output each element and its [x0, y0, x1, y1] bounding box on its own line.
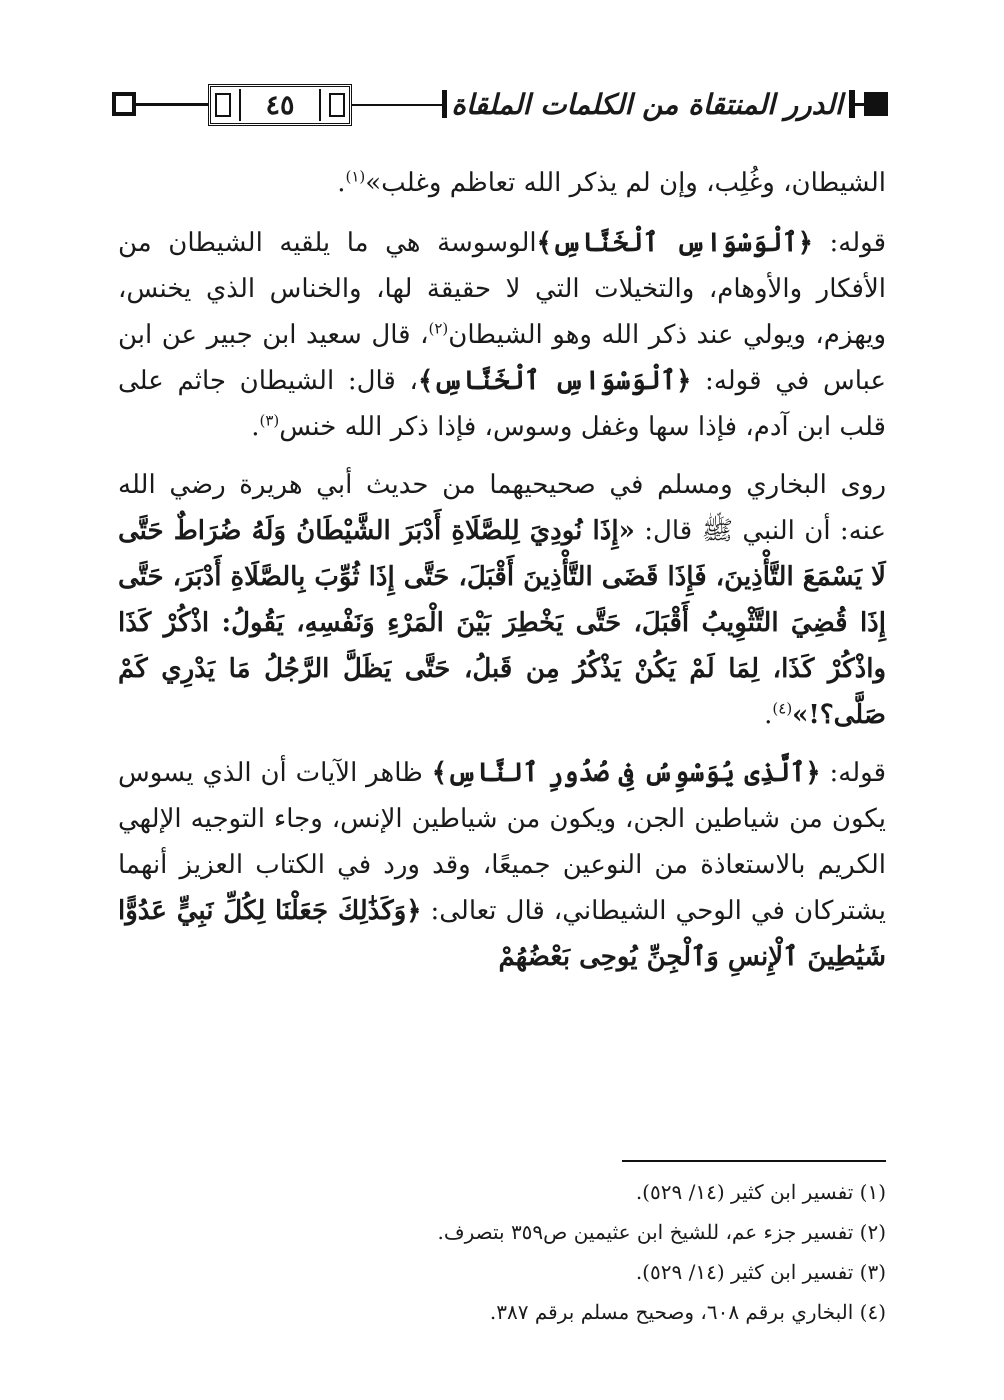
hadith-quote: «إِذَا نُودِيَ لِلصَّلَاةِ أَدْبَرَ الشَّيْطَانُ وَلَهُ ضُرَاطٌ حَتَّى لَا يَسْمَعَ التَّأْذِينَ، فَإِذَا قَضَى التَّأْذِينَ أَقْبَلَ، حَتَّى إِذَا ثُوِّبَ بِالصَّلَاةِ أَدْبَرَ، حَتَّى إِذَا قُضِيَ التَّثْوِيبُ أَقْبَلَ، حَتَّى يَخْطِرَ بَيْنَ الْمَرْءِ وَنَفْسِهِ، يَقُولُ: اذْكُرْ كَذَا واذْكُرْ كَذَا، لِمَا لَمْ يَكُنْ يَذْكُرُ مِن قَبلُ، حَتَّى يَظَلَّ الرَّجُلُ مَا يَدْرِي كَمْ صَلَّى؟!»	[118, 516, 886, 730]
footnote-separator	[622, 1160, 886, 1162]
p2-text-2: ، قال سعيد ابن جبير عن ابن عباس في قوله:	[118, 320, 886, 396]
header-rule-left	[136, 103, 208, 106]
paragraph-2	[118, 220, 886, 450]
p3-lead: روى البخاري ومسلم في صحيحيهما من حديث أبي هريرة رضي الله عنه: أن النبي ﷺ قال:	[118, 470, 886, 546]
paragraph-1	[118, 160, 886, 206]
header-open-square-ornament	[112, 92, 136, 116]
footnote-1: (١) تفسير ابن كثير (١٤/ ٥٢٩).	[635, 1180, 886, 1204]
footnote-4: (٤) البخاري برقم ٦٠٨، وصحيح مسلم برقم ٣٨٧.	[489, 1300, 886, 1324]
footnote-3: (٣) تفسير ابن كثير (١٤/ ٥٢٩).	[635, 1260, 886, 1284]
footnotes	[118, 1172, 886, 1332]
p4-lead: قوله:	[820, 758, 887, 788]
quran-quote-3: ﴿ٱلَّذِى يُوَسْوِسُ فِى صُدُورِ ٱلنَّاسِ﴾	[431, 758, 821, 788]
p2-text-3: ، قال: الشيطان جاثم على قلب ابن آدم، فإذا سها وغفل وسوس، فإذا ذكر الله خنس	[118, 366, 886, 442]
page-header	[112, 80, 887, 132]
quran-quote-4: ﴿وَكَذَٰلِكَ جَعَلْنَا لِكُلِّ نَبِيٍّ عَدُوًّا شَيَٰطِينَ ٱلْإِنسِ وَٱلْجِنِّ يُوحِى بَعْضُهُمْ	[118, 896, 886, 972]
footnote-ref-1: (١)	[345, 167, 366, 186]
page-body	[118, 160, 886, 992]
footnote-ref-3: (٣)	[259, 411, 280, 430]
quran-quote-1: ﴿ٱلْوَسْوَاسِ ٱلْخَنَّاسِ﴾	[536, 228, 813, 258]
header-rule-middle	[352, 104, 442, 106]
page-number-frame	[208, 84, 352, 126]
p2-end: .	[251, 412, 260, 442]
paragraph-3	[118, 462, 886, 738]
p2-lead: قوله:	[812, 228, 886, 258]
p4-text: ظاهر الآيات أن الذي يسوس يكون من شياطين الجن، ويكون من شياطين الإنس، وجاء التوجيه الإلهي الكريم بالاستعاذة من النوعين جميعًا، وقد ورد في الكتاب العزيز أنهما يشتركان في الوحي الشيطاني، قال تعالى:	[118, 758, 886, 926]
p2-text-1: الوسوسة هي ما يلقيه الشيطان من الأفكار والأوهام، والتخيلات التي لا حقيقة لها، والخناس الذي يخنس، ويهزم، ويولي عند ذكر الله وهو الشيطان	[118, 228, 886, 350]
page-number: ٤٥	[239, 89, 321, 121]
book-title: الدرر المنتقاة من الكلمات الملقاة	[447, 82, 847, 128]
p3-end: .	[764, 700, 773, 730]
p1-text: الشيطان، وغُلِب، وإن لم يذكر الله تعاظم وغلب»	[365, 168, 886, 198]
paragraph-4	[118, 750, 886, 980]
footnote-2: (٢) تفسير جزء عم، للشيخ ابن عثيمين ص٣٥٩ بتصرف.	[437, 1220, 886, 1244]
footnote-ref-4: (٤)	[772, 699, 793, 718]
quran-quote-2: ﴿ٱلْوَسْوَاسِ ٱلْخَنَّاسِ﴾	[417, 366, 692, 396]
footnote-ref-2: (٢)	[428, 319, 449, 338]
header-filled-square-ornament	[864, 92, 888, 116]
p1-end: .	[337, 168, 346, 198]
